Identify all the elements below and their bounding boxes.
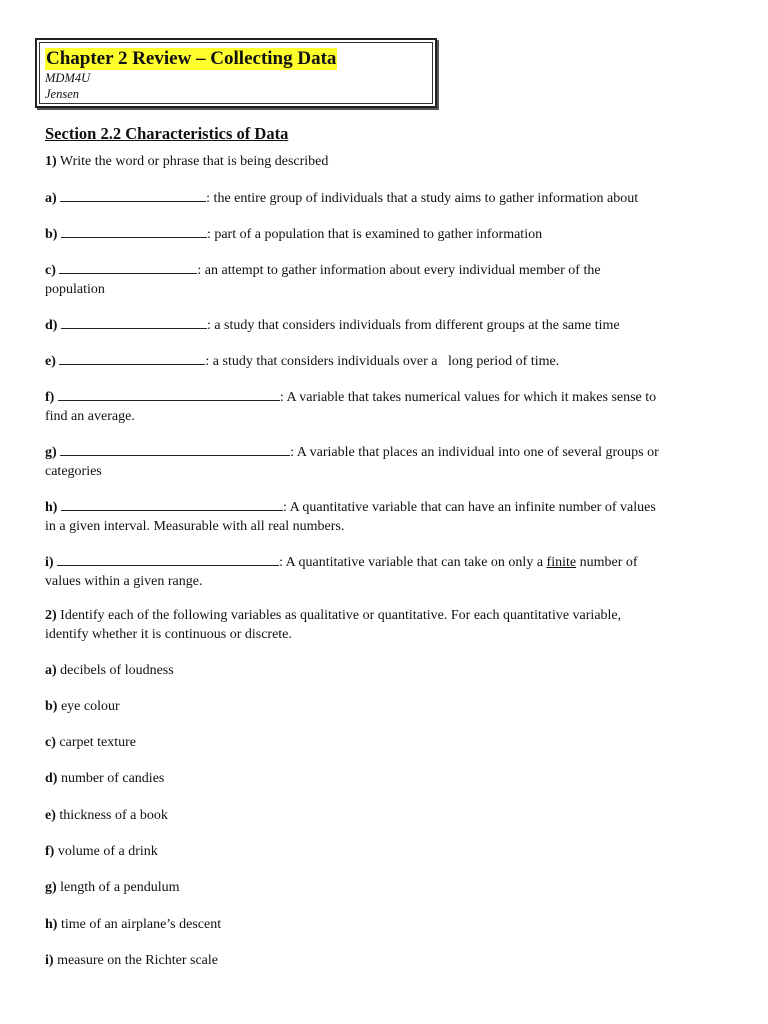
- course-code: MDM4U: [45, 71, 91, 85]
- q2-item-f: [45, 843, 725, 862]
- answer-blank[interactable]: [59, 352, 205, 365]
- item-text: eye colour: [60, 699, 120, 714]
- item-label: g): [45, 445, 57, 460]
- item-label: b): [45, 227, 58, 242]
- item-label: e): [45, 354, 56, 369]
- item-text: carpet texture: [59, 735, 136, 750]
- answer-blank[interactable]: [59, 261, 197, 274]
- answer-blank[interactable]: [61, 316, 207, 329]
- answer-blank[interactable]: [57, 553, 279, 566]
- answer-blank[interactable]: [60, 189, 206, 202]
- item-text-end: number of: [576, 555, 638, 570]
- teacher-name: Jensen: [45, 87, 80, 101]
- q2-item-d: [45, 770, 725, 789]
- item-label: f): [45, 844, 55, 859]
- item-text: time of an airplane’s descent: [60, 917, 222, 932]
- item-label: i): [45, 555, 54, 570]
- item-text: decibels of loudness: [60, 663, 174, 678]
- q2-item-a: [45, 662, 725, 681]
- q2-item-g: [45, 879, 725, 898]
- item-label: i): [45, 953, 54, 968]
- item-text: : an attempt to gather information about every individual member of the: [197, 263, 601, 278]
- q1-item-f: [45, 388, 725, 426]
- q1-item-h: [45, 498, 725, 536]
- q2-item-i: [45, 952, 725, 971]
- item-label: b): [45, 699, 58, 714]
- item-label: d): [45, 318, 58, 333]
- item-label: h): [45, 917, 58, 932]
- item-text: length of a pendulum: [60, 880, 180, 895]
- item-text: : a study that considers individuals over a long period of time.: [205, 354, 560, 369]
- question-text-continued: identify whether it is continuous or discrete.: [45, 626, 292, 642]
- item-text: : part of a population that is examined to gather information: [206, 227, 543, 242]
- item-text: thickness of a book: [59, 808, 168, 823]
- q1-item-i: [45, 553, 725, 591]
- document-title: Chapter 2 Review – Collecting Data: [46, 48, 337, 69]
- item-text: volume of a drink: [57, 844, 158, 859]
- item-text-continued: in a given interval. Measurable with all real numbers.: [45, 518, 345, 534]
- item-text: : A quantitative variable that can take on only a: [279, 555, 547, 570]
- item-label: h): [45, 500, 58, 515]
- item-label: g): [45, 880, 57, 895]
- q1-item-e: [45, 352, 725, 372]
- answer-blank[interactable]: [61, 225, 207, 238]
- answer-blank[interactable]: [61, 498, 283, 511]
- question-number: 1): [45, 154, 57, 169]
- item-label: f): [45, 390, 55, 405]
- question-2-prompt: [45, 607, 725, 644]
- item-label: e): [45, 808, 56, 823]
- item-text: : A quantitative variable that can have an infinite number of values: [282, 500, 656, 515]
- q1-item-b: [45, 225, 725, 245]
- question-text: Write the word or phrase that is being described: [59, 154, 329, 169]
- item-text-continued: find an average.: [45, 408, 135, 424]
- item-text-continued: population: [45, 281, 105, 297]
- q2-item-e: [45, 807, 725, 826]
- q2-item-b: [45, 698, 725, 717]
- item-label: c): [45, 735, 56, 750]
- item-label: d): [45, 771, 58, 786]
- item-label: a): [45, 663, 57, 678]
- q1-item-g: [45, 443, 725, 481]
- item-label: c): [45, 263, 56, 278]
- section-heading: Section 2.2 Characteristics of Data: [45, 124, 289, 143]
- answer-blank[interactable]: [58, 388, 280, 401]
- item-text: : the entire group of individuals that a study aims to gather information about: [206, 191, 639, 206]
- item-text: : A variable that places an individual into one of several groups or: [290, 445, 659, 460]
- header-box: [35, 38, 437, 108]
- item-label: a): [45, 191, 57, 206]
- item-text-emphasis: finite: [546, 555, 577, 570]
- answer-blank[interactable]: [60, 443, 290, 456]
- q1-item-d: [45, 316, 725, 336]
- item-text: : a study that considers individuals from different groups at the same time: [206, 318, 620, 333]
- question-text: Identify each of the following variables as qualitative or quantitative. For each quantitative variable,: [60, 608, 622, 623]
- question-number: 2): [45, 608, 57, 623]
- q1-item-c: [45, 261, 725, 299]
- q2-item-h: [45, 916, 725, 935]
- q2-item-c: [45, 734, 725, 753]
- item-text: : A variable that takes numerical values for which it makes sense to: [279, 390, 657, 405]
- item-text: number of candies: [60, 771, 165, 786]
- item-text-continued: categories: [45, 463, 102, 479]
- item-text-continued: values within a given range.: [45, 573, 203, 589]
- question-1-prompt: [45, 153, 725, 172]
- q1-item-a: [45, 189, 725, 209]
- item-text: measure on the Richter scale: [57, 953, 218, 968]
